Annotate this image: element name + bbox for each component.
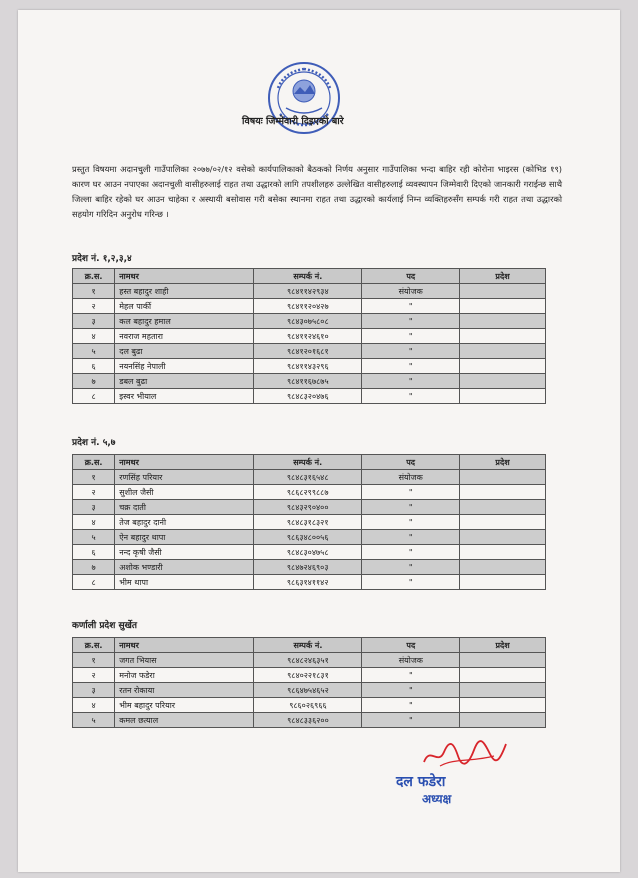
cell-province <box>460 530 546 545</box>
cell-province <box>460 500 546 515</box>
cell-name: हस्त बहादुर शाही <box>115 284 254 299</box>
cell-post: " <box>362 683 460 698</box>
cell-province <box>460 515 546 530</box>
section-title: प्रदेश नं. १,२,३,४ <box>72 254 132 264</box>
cell-province <box>460 329 546 344</box>
cell-sn: ५ <box>73 530 115 545</box>
table-row <box>73 470 546 485</box>
cell-phone: ९८४०२२१८३१ <box>254 668 362 683</box>
table-row <box>73 359 546 374</box>
cell-phone: ९८४११२४६१० <box>254 329 362 344</box>
table-row <box>73 299 546 314</box>
table-row <box>73 389 546 404</box>
cell-name: भीम बहादुर परियार <box>115 698 254 713</box>
col-header-post: पद <box>362 269 460 284</box>
table-row <box>73 314 546 329</box>
table-row <box>73 374 546 389</box>
table-row <box>73 668 546 683</box>
cell-name: रणसिंह परियार <box>115 470 254 485</box>
cell-post: " <box>362 545 460 560</box>
cell-sn: ३ <box>73 683 115 698</box>
cell-name: नवराज महतारा <box>115 329 254 344</box>
cell-sn: ४ <box>73 698 115 713</box>
table-row <box>73 329 546 344</box>
cell-sn: ६ <box>73 545 115 560</box>
cell-province <box>460 344 546 359</box>
signatory-role: अध्यक्ष <box>422 792 452 806</box>
cell-province <box>460 698 546 713</box>
cell-sn: ४ <box>73 515 115 530</box>
cell-sn: १ <box>73 284 115 299</box>
cell-sn: २ <box>73 485 115 500</box>
cell-province <box>460 359 546 374</box>
col-header-phone: सम्पर्क नं. <box>254 455 362 470</box>
cell-post: " <box>362 329 460 344</box>
cell-post: " <box>362 560 460 575</box>
table-row <box>73 683 546 698</box>
cell-sn: ४ <box>73 329 115 344</box>
cell-province <box>460 374 546 389</box>
cell-province <box>460 575 546 590</box>
cell-province <box>460 683 546 698</box>
cell-sn: ३ <box>73 500 115 515</box>
cell-post: " <box>362 389 460 404</box>
cell-name: मनोज फडेरा <box>115 668 254 683</box>
cell-sn: १ <box>73 653 115 668</box>
cell-name: कमल छत्याल <box>115 713 254 728</box>
cell-sn: ५ <box>73 344 115 359</box>
cell-phone: ९८४८२४६३५१ <box>254 653 362 668</box>
cell-name: अशोक भण्डारी <box>115 560 254 575</box>
cell-post: संयोजक <box>362 653 460 668</box>
cell-sn: १ <box>73 470 115 485</box>
cell-phone: ९८४११२०४२७ <box>254 299 362 314</box>
table-row <box>73 575 546 590</box>
cell-post: " <box>362 359 460 374</box>
cell-sn: २ <box>73 299 115 314</box>
cell-province <box>460 560 546 575</box>
cell-name: दल बुढा <box>115 344 254 359</box>
cell-sn: ७ <box>73 374 115 389</box>
table-header-row <box>73 455 546 470</box>
cell-phone: ९८४११४३२९६ <box>254 359 362 374</box>
cell-sn: ६ <box>73 359 115 374</box>
cell-phone: ९८४११४२९३४ <box>254 284 362 299</box>
cell-name: नयनसिंह नेपाली <box>115 359 254 374</box>
cell-province <box>460 470 546 485</box>
handwritten-signature <box>420 736 508 772</box>
col-header-name: नामथर <box>115 638 254 653</box>
cell-post: " <box>362 299 460 314</box>
cell-name: रतन रोकाया <box>115 683 254 698</box>
cell-post: " <box>362 515 460 530</box>
cell-phone: ९८६३४८००५६ <box>254 530 362 545</box>
cell-sn: ८ <box>73 575 115 590</box>
cell-phone: ९८४८३३६२०० <box>254 713 362 728</box>
table-row <box>73 713 546 728</box>
cell-province <box>460 485 546 500</box>
table-row <box>73 545 546 560</box>
signatory-name: दल फडेरा <box>396 774 446 790</box>
cell-phone: ९८६३१४११४२ <box>254 575 362 590</box>
letter-body: प्रस्तुत विषयमा अदानचुली गाउँपालिका २०७७/०२/१२ वसेको कार्यपालिकाको बैठकको निर्णय अनुसार गाउँपालिका भन्दा बाहिर रही कोरोना भाइरस (कोभिड १९) कारण घर आउन नपाएका अदानचुली वासीहरुलाई राहत तथा उद्धारको लागि तपशीलहरु उल्लेखित वासीहरुलाई व्यवस्थापन जिम्मेवारी दिएको जानकारी गराईन्छ साथै जिल्ला बाहिर रहेको घर आउन चाहेका र अस्थायी बसोवास गरी बसेका स्थानमा राहत तथा उद्धारको कार्यलाई निम्न व्यक्तिहरुसँग सम्पर्क गरी राहत तथा उद्धारको सहयोग गरिदिन अनुरोध गरिन्छ । <box>72 164 562 219</box>
cell-phone: ९८४८३०४७५८ <box>254 545 362 560</box>
cell-sn: ३ <box>73 314 115 329</box>
cell-post: संयोजक <box>362 284 460 299</box>
table-row <box>73 284 546 299</box>
table-row <box>73 515 546 530</box>
cell-name: कल बहादुर हमाल <box>115 314 254 329</box>
cell-phone: ९८४३२९०४०० <box>254 500 362 515</box>
cell-phone: ९८६०२६९६६ <box>254 698 362 713</box>
table-row <box>73 653 546 668</box>
cell-post: " <box>362 500 460 515</box>
col-header-post: पद <box>362 455 460 470</box>
col-header-province: प्रदेश <box>460 455 546 470</box>
cell-province <box>460 668 546 683</box>
col-header-sn: क्र.स. <box>73 638 115 653</box>
col-header-post: पद <box>362 638 460 653</box>
table-row <box>73 500 546 515</box>
section-title: प्रदेश नं. ५,७ <box>72 438 116 448</box>
cell-post: संयोजक <box>362 470 460 485</box>
cell-name: डबल बुढा <box>115 374 254 389</box>
cell-province <box>460 389 546 404</box>
roster-table <box>72 637 546 728</box>
cell-phone: ९८४७२४६९०३ <box>254 560 362 575</box>
cell-province <box>460 284 546 299</box>
cell-sn: ५ <box>73 713 115 728</box>
col-header-province: प्रदेश <box>460 638 546 653</box>
letter-subject: विषयः जिम्मेवारी दिइएको बारे <box>242 116 344 127</box>
roster-table <box>72 268 546 404</box>
table-row <box>73 560 546 575</box>
cell-name: मेहल पार्की <box>115 299 254 314</box>
cell-phone: ९८४८३१६५४८ <box>254 470 362 485</box>
table-row <box>73 698 546 713</box>
cell-province <box>460 545 546 560</box>
cell-sn: ७ <box>73 560 115 575</box>
cell-phone: ९८४८३२०४७६ <box>254 389 362 404</box>
cell-phone: ९८४११६७८७५ <box>254 374 362 389</box>
cell-post: " <box>362 485 460 500</box>
cell-province <box>460 314 546 329</box>
cell-name: जगत भियास <box>115 653 254 668</box>
cell-sn: ८ <box>73 389 115 404</box>
table-row <box>73 530 546 545</box>
cell-phone: ९८४८३१८३२१ <box>254 515 362 530</box>
cell-phone: ९८६४७५४६५२ <box>254 683 362 698</box>
table-header-row <box>73 269 546 284</box>
table-row <box>73 344 546 359</box>
col-header-sn: क्र.स. <box>73 269 115 284</box>
col-header-phone: सम्पर्क नं. <box>254 269 362 284</box>
cell-name: नन्द कृषी जैसी <box>115 545 254 560</box>
cell-post: " <box>362 575 460 590</box>
roster-table <box>72 454 546 590</box>
cell-name: इस्वर भीयाल <box>115 389 254 404</box>
cell-post: " <box>362 344 460 359</box>
cell-post: " <box>362 698 460 713</box>
table-header-row <box>73 638 546 653</box>
cell-province <box>460 653 546 668</box>
cell-phone: ९८६८२९९८८७ <box>254 485 362 500</box>
col-header-phone: सम्पर्क नं. <box>254 638 362 653</box>
cell-sn: २ <box>73 668 115 683</box>
cell-province <box>460 299 546 314</box>
cell-name: तेज बहादुर दानी <box>115 515 254 530</box>
cell-name: चक्र दाती <box>115 500 254 515</box>
cell-post: " <box>362 530 460 545</box>
cell-post: " <box>362 314 460 329</box>
cell-post: " <box>362 668 460 683</box>
col-header-name: नामथर <box>115 455 254 470</box>
cell-post: " <box>362 713 460 728</box>
cell-phone: ९८४१२०१६८१ <box>254 344 362 359</box>
cell-post: " <box>362 374 460 389</box>
col-header-province: प्रदेश <box>460 269 546 284</box>
table-row <box>73 485 546 500</box>
cell-name: ऐन बहादुर थापा <box>115 530 254 545</box>
cell-name: सुशील जैसी <box>115 485 254 500</box>
col-header-sn: क्र.स. <box>73 455 115 470</box>
section-title: कर्णाली प्रदेश सुर्खेत <box>72 621 138 631</box>
cell-province <box>460 713 546 728</box>
cell-name: भीम थापा <box>115 575 254 590</box>
cell-phone: ९८४३०७५८०८ <box>254 314 362 329</box>
col-header-name: नामथर <box>115 269 254 284</box>
